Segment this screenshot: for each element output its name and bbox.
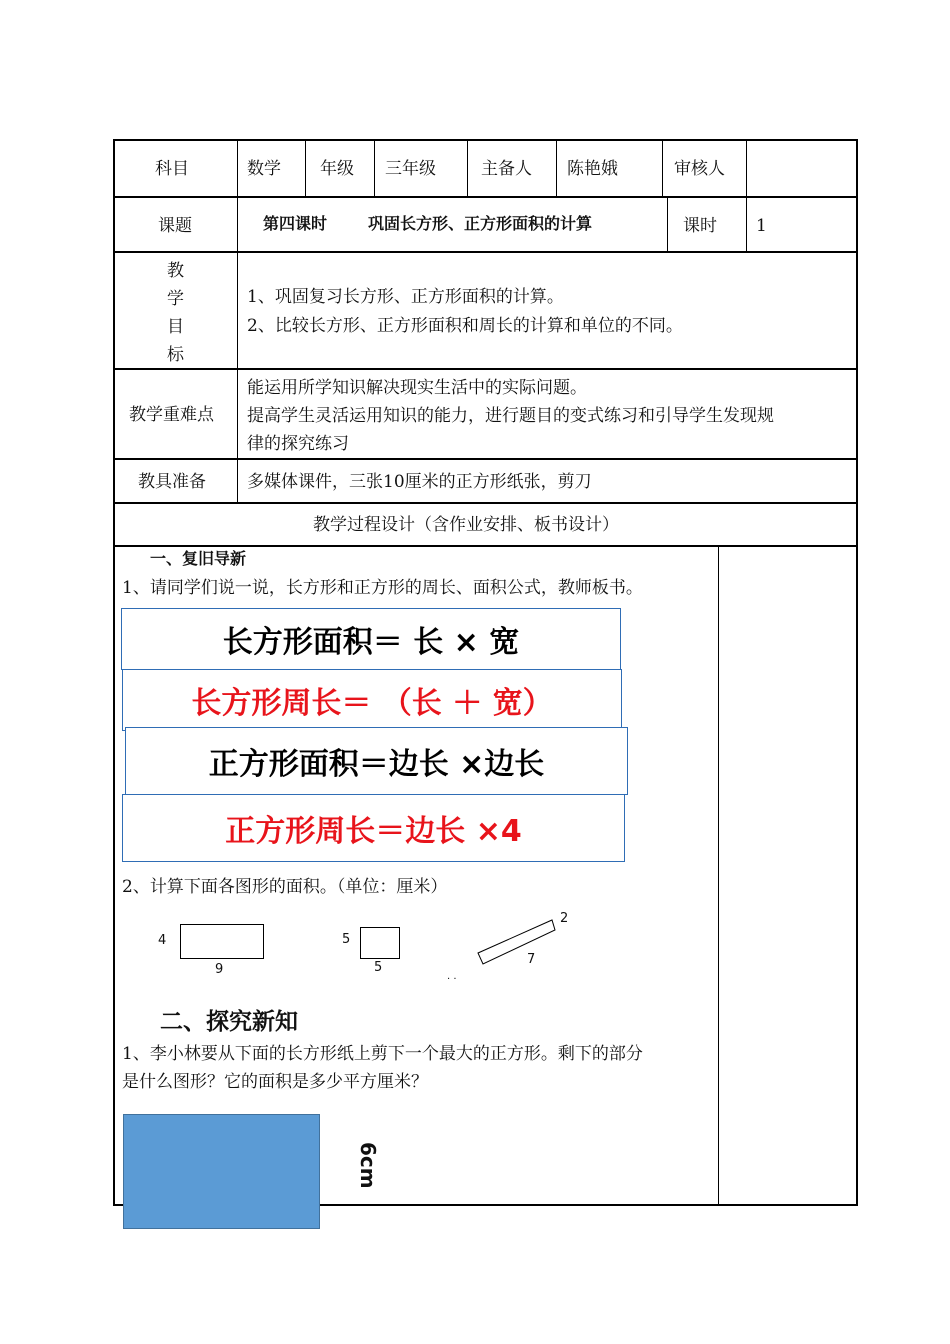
lesson-number: 第四课时 — [263, 214, 328, 233]
key-points-line-3: 律的探究练习 — [247, 434, 349, 454]
slanted-end-label: 2 — [560, 911, 569, 926]
section1-heading: 一、复旧导新 — [150, 549, 247, 568]
subject-label: 科目 — [155, 159, 189, 179]
section2-heading: 二、探究新知 — [160, 1009, 298, 1035]
hours-value: 1 — [756, 216, 767, 236]
lesson-title: 巩固长方形、正方形面积的计算 — [368, 214, 593, 233]
objective-item-1: 1、巩固复习长方形、正方形面积的计算。 — [247, 287, 564, 307]
dots-mark: · · — [447, 974, 457, 985]
section2-question-line-1: 1、李小林要从下面的长方形纸上剪下一个最大的正方形。剩下的部分 — [122, 1044, 643, 1064]
key-points-label: 教学重难点 — [129, 405, 214, 425]
formula-rect-perimeter — [122, 669, 622, 731]
formula-square-perimeter-text: 正方形周长＝边长 ×4 — [225, 814, 522, 849]
materials-label: 教具准备 — [138, 472, 206, 492]
objectives-label-char-4: 标 — [167, 345, 184, 365]
objectives-label-char-3: 目 — [167, 317, 184, 337]
grade-label: 年级 — [320, 159, 354, 179]
formula-square-perimeter — [122, 794, 625, 862]
process-header: 教学过程设计（含作业安排、板书设计） — [313, 515, 619, 535]
square-bottom-label: 5 — [374, 960, 383, 975]
materials-value: 多媒体课件，三张10厘米的正方形纸张，剪刀 — [247, 472, 592, 492]
section2-question-line-2: 是什么图形？它的面积是多少平方厘米？ — [122, 1072, 428, 1092]
rectangle-figure — [180, 924, 264, 959]
hours-label: 课时 — [683, 216, 717, 236]
formula-square-area — [125, 727, 628, 795]
dimension-label: 6cm — [356, 1142, 380, 1189]
key-points-line-2: 提高学生灵活运用知识的能力，进行题目的变式练习和引导学生发现规 — [247, 406, 774, 426]
objectives-label-char-1: 教 — [167, 261, 184, 281]
paper-rectangle — [123, 1114, 320, 1229]
slanted-bottom-label: 7 — [527, 952, 536, 967]
square-figure — [360, 927, 400, 959]
square-side-label: 5 — [342, 932, 351, 947]
rectangle-bottom-label: 9 — [215, 962, 224, 977]
rectangle-side-label: 4 — [158, 933, 167, 948]
topic-label: 课题 — [158, 216, 192, 236]
grade-value: 三年级 — [385, 159, 436, 179]
objective-item-2: 2、比较长方形、正方形面积和周长的计算和单位的不同。 — [247, 316, 683, 336]
reviewer-label: 审核人 — [674, 159, 725, 179]
formula-rect-area-text: 长方形面积＝ 长 × 宽 — [222, 625, 520, 660]
formula-rect-area — [121, 608, 621, 670]
section1-question-1: 1、请同学们说一说，长方形和正方形的周长、面积公式，教师板书。 — [122, 578, 643, 598]
subject-value: 数学 — [247, 159, 281, 179]
preparer-label: 主备人 — [481, 159, 532, 179]
section1-question-2: 2、计算下面各图形的面积。（单位：厘米） — [122, 877, 448, 897]
formula-rect-perimeter-text: 长方形周长＝ （长 ＋ 宽） — [191, 686, 553, 721]
key-points-line-1: 能运用所学知识解决现实生活中的实际问题。 — [247, 378, 587, 398]
objectives-label-char-2: 学 — [167, 289, 184, 309]
preparer-value: 陈艳娥 — [567, 159, 618, 179]
formula-square-area-text: 正方形面积＝边长 ×边长 — [208, 747, 545, 782]
